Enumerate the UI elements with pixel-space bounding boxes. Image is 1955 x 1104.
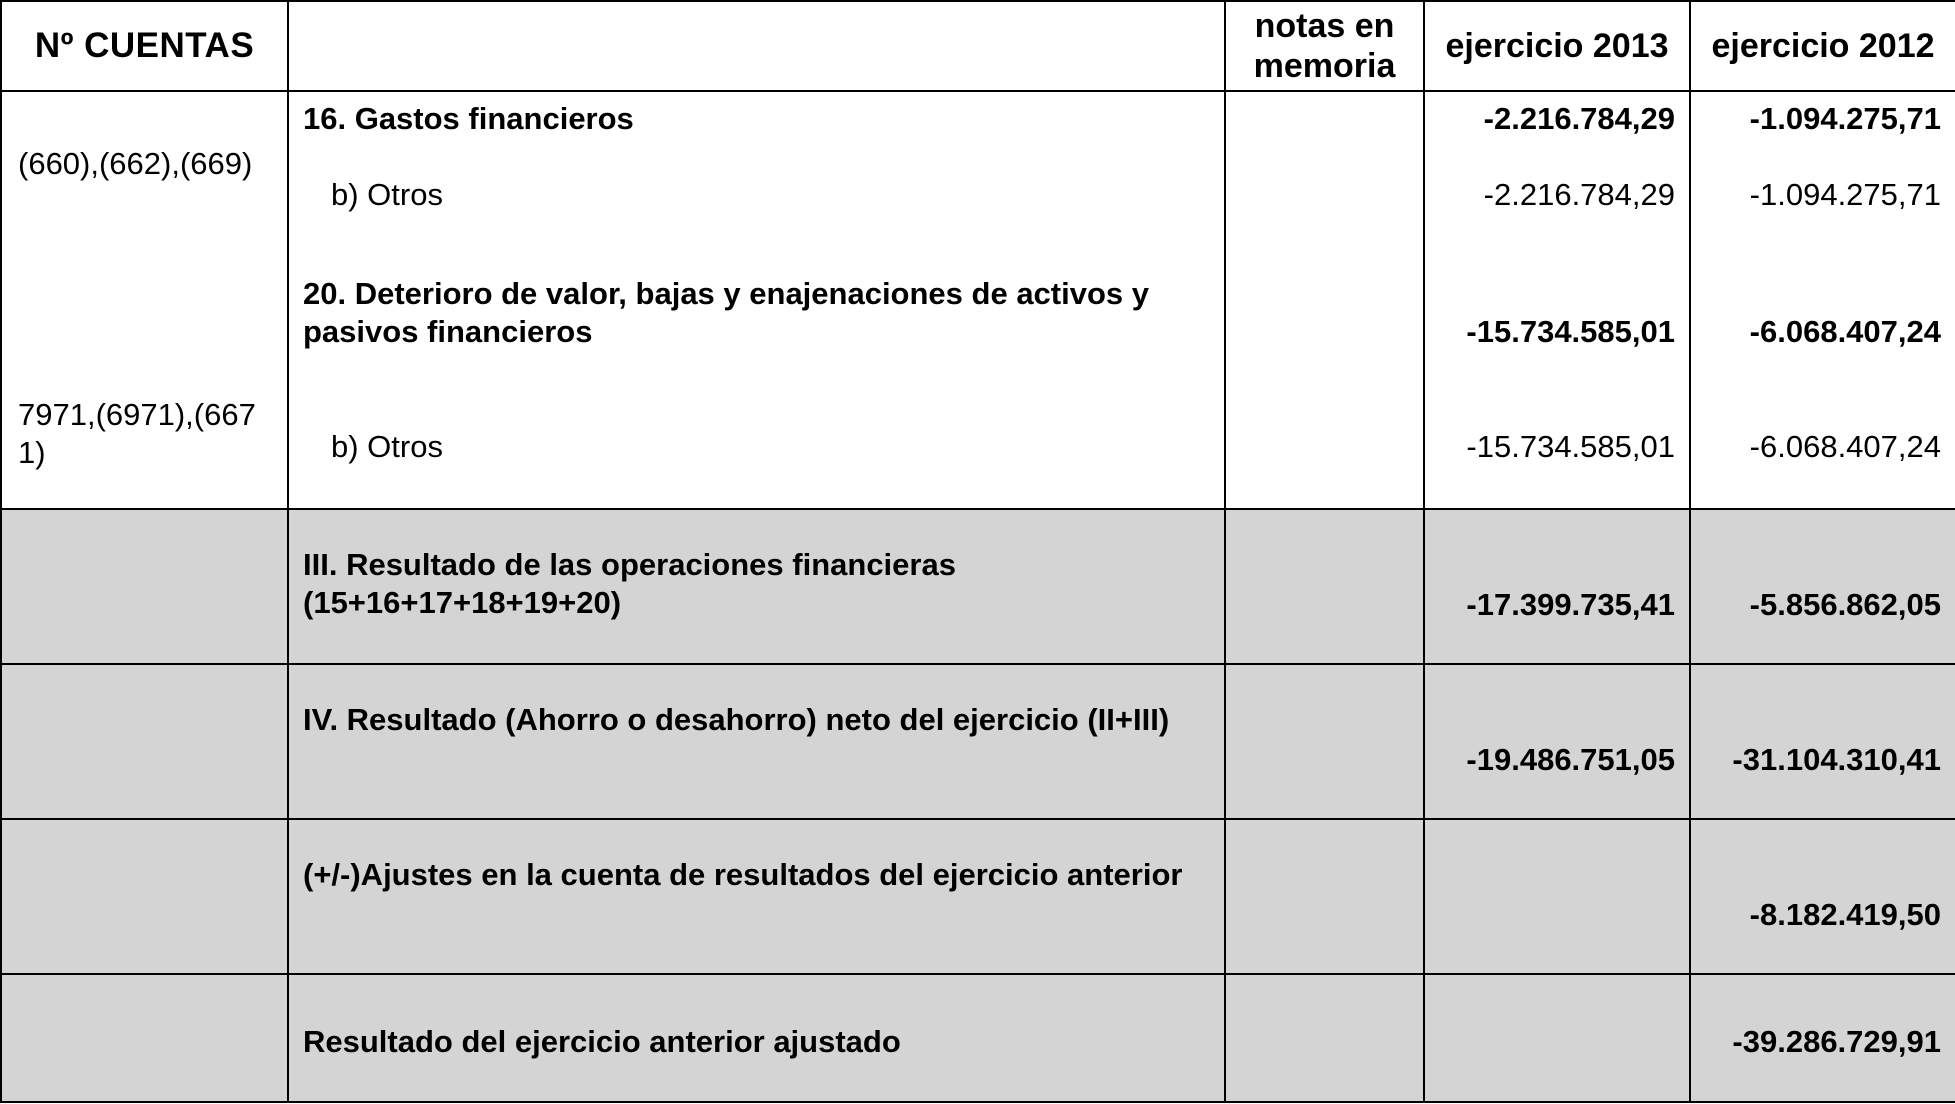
gastos-2012: -1.094.275,71	[1749, 101, 1941, 136]
ejercicio-2013-cell	[1424, 664, 1690, 819]
deterioro-2013: -15.734.585,01	[1466, 314, 1675, 349]
resultado-neto-2012: -31.104.310,41	[1732, 742, 1941, 777]
resultado-neto-2013: -19.486.751,05	[1466, 742, 1675, 777]
table-row	[1, 91, 1955, 509]
label-gastos-otros: b) Otros	[331, 177, 443, 212]
header-cuentas: Nº CUENTAS	[1, 1, 288, 91]
header-ejercicio-2012: ejercicio 2012	[1690, 1, 1955, 91]
description-cell	[288, 509, 1225, 664]
ejercicio-2013-cell	[1424, 974, 1690, 1102]
gastos-2013: -2.216.784,29	[1483, 101, 1675, 136]
deterioro-2012: -6.068.407,24	[1749, 314, 1941, 349]
cuentas-cell	[1, 974, 288, 1102]
table-row	[1, 819, 1955, 974]
ejercicio-2012-cell	[1690, 819, 1955, 974]
notas-cell	[1225, 819, 1424, 974]
gastos-otros-2013: -2.216.784,29	[1483, 177, 1675, 212]
description-cell	[288, 91, 1225, 509]
gastos-otros-2012: -1.094.275,71	[1749, 177, 1941, 212]
ejercicio-2012-cell	[1690, 974, 1955, 1102]
header-description	[288, 1, 1225, 91]
description-cell	[288, 974, 1225, 1102]
cuentas-cell	[1, 509, 288, 664]
notas-cell	[1225, 91, 1424, 509]
header-notas: notas en memoria	[1225, 1, 1424, 91]
table-row	[1, 974, 1955, 1102]
description-cell	[288, 819, 1225, 974]
cuentas-gastos-otros: (660),(662),(669)	[18, 146, 253, 181]
label-resultado-financiero: III. Resultado de las operaciones financieras (15+16+17+18+19+20)	[303, 547, 956, 620]
cuentas-cell	[1, 91, 288, 509]
deterioro-otros-2013: -15.734.585,01	[1466, 429, 1675, 464]
table-row	[1, 664, 1955, 819]
description-cell	[288, 664, 1225, 819]
deterioro-otros-2012: -6.068.407,24	[1749, 429, 1941, 464]
ejercicio-2012-cell	[1690, 91, 1955, 509]
ejercicio-2013-cell	[1424, 819, 1690, 974]
label-resultado-neto: IV. Resultado (Ahorro o desahorro) neto del ejercicio (II+III)	[303, 702, 1170, 737]
cuentas-cell	[1, 664, 288, 819]
ajustado-2012: -39.286.729,91	[1732, 1024, 1941, 1059]
label-deterioro: 20. Deterioro de valor, bajas y enajenaciones de activos y pasivos financieros	[303, 276, 1150, 349]
notas-cell	[1225, 509, 1424, 664]
resultado-financiero-2012: -5.856.862,05	[1749, 587, 1941, 622]
ejercicio-2013-cell	[1424, 91, 1690, 509]
label-resultado-ajustado: Resultado del ejercicio anterior ajustado	[303, 1024, 901, 1059]
label-gastos-financieros: 16. Gastos financieros	[303, 101, 634, 136]
ejercicio-2012-cell	[1690, 509, 1955, 664]
ejercicio-2012-cell	[1690, 664, 1955, 819]
table-header-row	[1, 1, 1955, 91]
ejercicio-2013-cell	[1424, 509, 1690, 664]
notas-cell	[1225, 974, 1424, 1102]
notas-cell	[1225, 664, 1424, 819]
table-row	[1, 509, 1955, 664]
label-ajustes: (+/-)Ajustes en la cuenta de resultados del ejercicio anterior	[303, 857, 1183, 892]
ajustes-2012: -8.182.419,50	[1749, 897, 1941, 932]
cuentas-cell	[1, 819, 288, 974]
label-deterioro-otros: b) Otros	[331, 429, 443, 464]
resultado-financiero-2013: -17.399.735,41	[1466, 587, 1675, 622]
header-ejercicio-2013: ejercicio 2013	[1424, 1, 1690, 91]
cuentas-deterioro-otros: 7971,(6971),(6671)	[18, 397, 256, 470]
